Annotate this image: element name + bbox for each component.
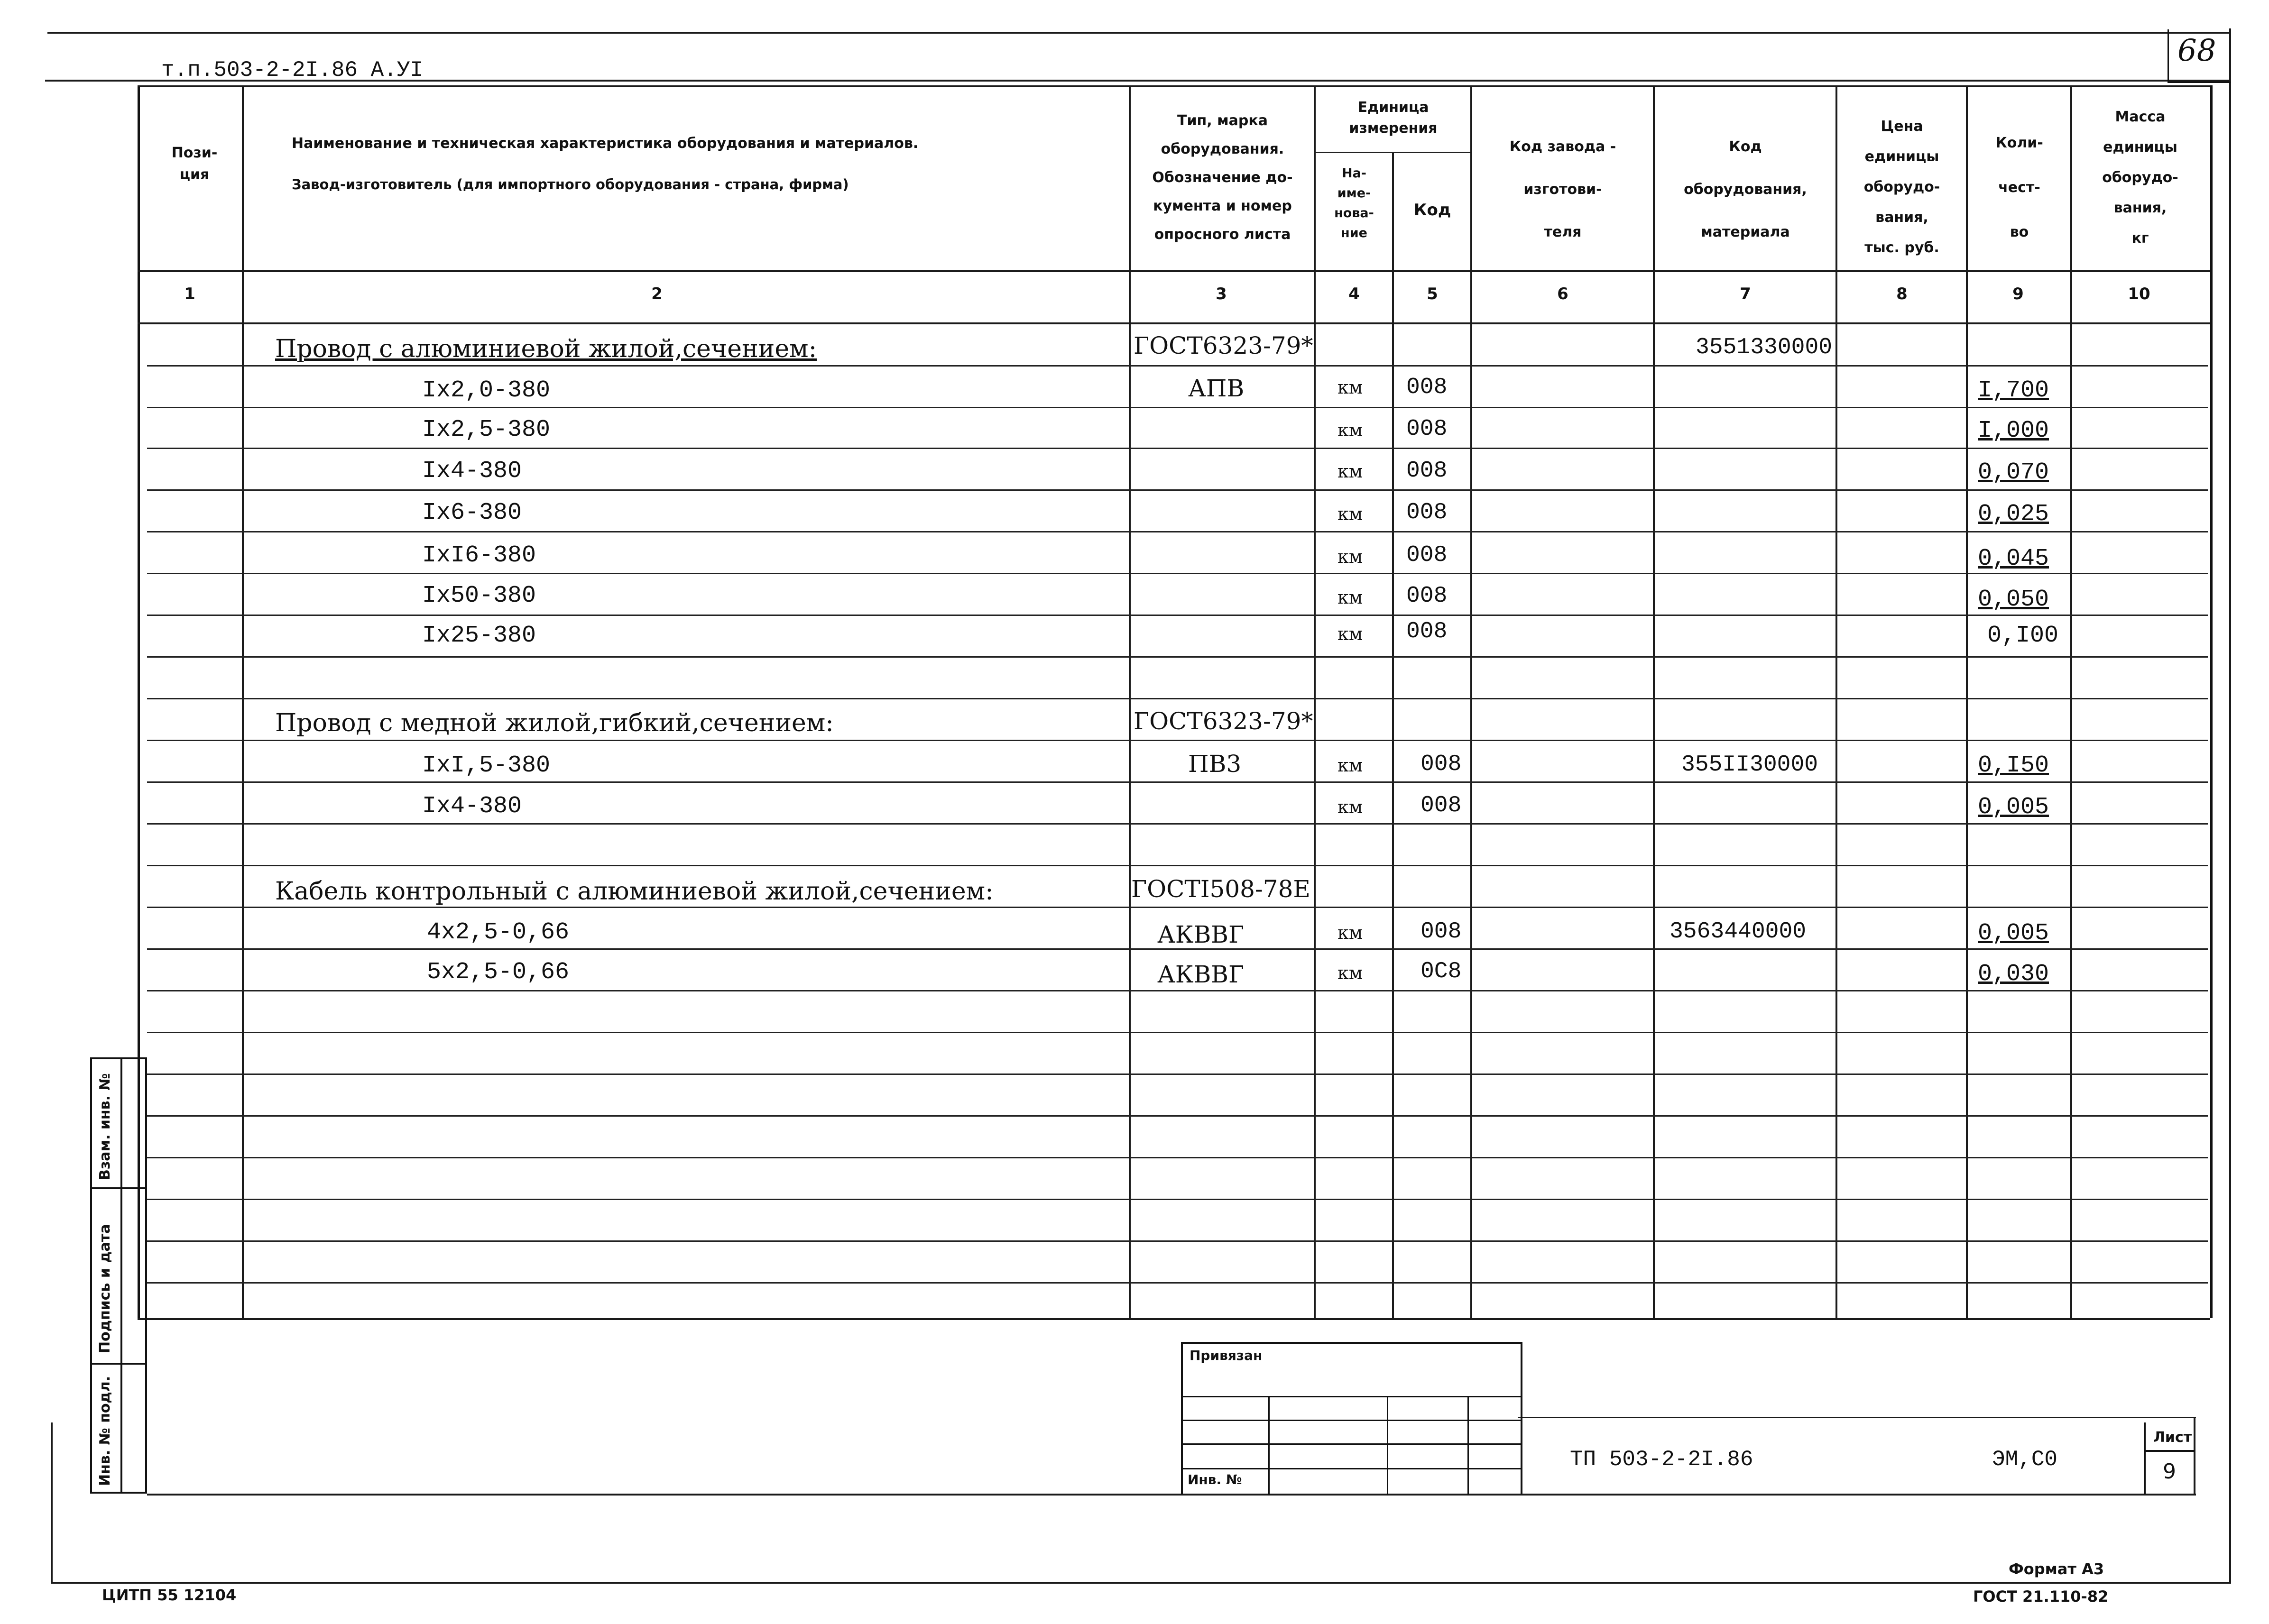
side-stamp-divider bbox=[92, 1187, 145, 1189]
row-line bbox=[147, 1115, 2208, 1117]
row-qty: 0,005 bbox=[1978, 794, 2049, 821]
privyazan-col bbox=[1467, 1396, 1469, 1496]
row-code: 008 bbox=[1406, 458, 1448, 484]
side-stamp bbox=[90, 1057, 147, 1494]
row-name: Провод с медной жилой,гибкий,сечением: bbox=[275, 709, 834, 737]
unit-group-divider bbox=[1314, 152, 1470, 153]
header-mass-line-2: единицы bbox=[2103, 139, 2177, 156]
row-qty: I,000 bbox=[1978, 417, 2049, 444]
row-qty: 0,070 bbox=[1978, 459, 2049, 486]
col-sep-6 bbox=[1653, 85, 1655, 1318]
row-material-code: 3563440000 bbox=[1669, 919, 1807, 945]
privyazan-divider bbox=[1183, 1420, 1521, 1421]
column-number-4: 4 bbox=[1348, 284, 1360, 303]
row-qty: 0,I00 bbox=[1987, 622, 2059, 649]
side-stamp-podpis: Подпись и дата bbox=[97, 1224, 113, 1353]
header-unit-line-1: Единица bbox=[1357, 99, 1429, 116]
header-name bbox=[244, 133, 1126, 195]
frame-right bbox=[2229, 28, 2231, 1584]
row-type: АКВВГ bbox=[1157, 921, 1245, 948]
privyazan-col bbox=[1268, 1396, 1270, 1496]
frame-left-edge bbox=[51, 1422, 53, 1584]
footer-code: ЦИТП 55 12104 bbox=[102, 1586, 237, 1604]
row-qty: 0,050 bbox=[1978, 586, 2049, 613]
side-stamp-inv: Инв. № подл. bbox=[97, 1376, 113, 1486]
header-material-code-line-3: материала bbox=[1701, 224, 1790, 240]
title-block-bottom bbox=[147, 1494, 2196, 1496]
row-name: IхI,5-380 bbox=[422, 752, 551, 779]
doc-mark: ЭМ,С0 bbox=[1992, 1447, 2058, 1472]
col-sep-4 bbox=[1392, 152, 1394, 1318]
doc-code: ТП 503-2-2I.86 bbox=[1570, 1447, 1753, 1472]
row-code: 008 bbox=[1406, 500, 1448, 525]
header-unit-name-line-2: име- bbox=[1337, 186, 1371, 201]
header-name-line-2: Завод-изготовитель (для импортного оборудования - страна, фирма) bbox=[292, 176, 849, 193]
col-sep-7 bbox=[1835, 85, 1837, 1318]
column-number-2: 2 bbox=[651, 284, 663, 303]
row-name: 5х2,5-0,66 bbox=[427, 959, 570, 986]
row-line bbox=[147, 407, 2208, 408]
row-type: АПВ bbox=[1188, 375, 1245, 402]
row-unit: км bbox=[1337, 797, 1363, 817]
row-qty: 0,025 bbox=[1978, 501, 2049, 528]
header-type bbox=[1131, 107, 1314, 249]
row-name: Iх25-380 bbox=[422, 622, 536, 649]
header-position-line-2: ция bbox=[179, 166, 210, 183]
row-line bbox=[147, 823, 2208, 825]
header-unit-group bbox=[1316, 97, 1470, 139]
column-number-10: 10 bbox=[2128, 284, 2150, 303]
row-code: 008 bbox=[1420, 793, 1462, 818]
row-unit: км bbox=[1337, 624, 1363, 644]
row-line bbox=[147, 531, 2208, 532]
col-sep-3 bbox=[1314, 85, 1316, 1318]
row-type: ГОСТI508-78Е bbox=[1131, 875, 1310, 903]
privyazan-block bbox=[1181, 1342, 1522, 1494]
header-material-code-line-2: оборудования, bbox=[1684, 181, 1807, 198]
row-name: Iх2,0-380 bbox=[422, 377, 551, 404]
row-line bbox=[147, 1240, 2208, 1242]
privyazan-col bbox=[1387, 1396, 1388, 1496]
row-name: Провод с алюминиевой жилой,сечением: bbox=[275, 335, 817, 363]
header-mass bbox=[2073, 102, 2208, 254]
header-mass-line-3: оборудо- bbox=[2102, 169, 2178, 186]
col-sep-5 bbox=[1470, 85, 1472, 1318]
frame-bottom bbox=[52, 1582, 2230, 1584]
row-qty: 0,I50 bbox=[1978, 752, 2049, 779]
row-qty: I,700 bbox=[1978, 377, 2049, 404]
footer-gost: ГОСТ 21.110-82 bbox=[1973, 1587, 2109, 1606]
row-type: АКВВГ bbox=[1157, 961, 1245, 988]
row-code: 008 bbox=[1406, 619, 1448, 644]
row-unit: км bbox=[1337, 546, 1363, 567]
row-line bbox=[147, 1073, 2208, 1075]
header-maker-code bbox=[1473, 126, 1653, 254]
column-number-8: 8 bbox=[1896, 284, 1908, 303]
privyazan-divider bbox=[1183, 1443, 1521, 1445]
table-top-border bbox=[138, 85, 2210, 87]
column-number-1: 1 bbox=[184, 284, 195, 303]
header-type-line-4: кумента и номер bbox=[1153, 198, 1292, 214]
row-code: 008 bbox=[1406, 542, 1448, 568]
title-block-top bbox=[1518, 1417, 2196, 1418]
header-type-line-5: опросного листа bbox=[1154, 226, 1291, 243]
row-code: 008 bbox=[1420, 919, 1462, 945]
row-name: Кабель контрольный с алюминиевой жилой,сечением: bbox=[275, 877, 994, 906]
row-unit: км bbox=[1337, 587, 1363, 608]
row-unit: км bbox=[1337, 922, 1363, 943]
row-line bbox=[147, 448, 2208, 449]
header-material-code bbox=[1655, 126, 1835, 254]
header-unit-name bbox=[1316, 164, 1392, 243]
row-unit: км bbox=[1337, 755, 1363, 776]
row-code: 008 bbox=[1406, 375, 1448, 400]
header-unit-code: Код bbox=[1413, 201, 1451, 220]
row-line bbox=[147, 948, 2208, 950]
header-unit-name-line-3: нова- bbox=[1334, 206, 1374, 220]
sheet-box-divider bbox=[2146, 1450, 2195, 1452]
row-line bbox=[147, 740, 2208, 741]
row-line bbox=[147, 781, 2208, 783]
row-type: ПВ3 bbox=[1188, 750, 1242, 778]
sheet-box bbox=[2144, 1422, 2195, 1494]
header-unit-name-line-1: На- bbox=[1341, 166, 1367, 181]
row-type: ГОСТ6323-79* bbox=[1134, 707, 1313, 735]
header-mass-line-5: кг bbox=[2131, 230, 2149, 247]
side-stamp-inner bbox=[120, 1059, 122, 1492]
row-material-code: 355II30000 bbox=[1681, 752, 1818, 778]
column-number-6: 6 bbox=[1557, 284, 1568, 303]
row-line bbox=[147, 573, 2208, 574]
row-qty: 0,045 bbox=[1978, 545, 2049, 572]
row-line bbox=[147, 1199, 2208, 1200]
header-type-line-2: оборудования. bbox=[1161, 141, 1284, 157]
header-price-line-5: тыс. руб. bbox=[1864, 239, 1939, 256]
header-quantity bbox=[1968, 121, 2070, 255]
row-name: Iх4-380 bbox=[422, 793, 522, 820]
row-line bbox=[147, 990, 2208, 991]
row-code: 008 bbox=[1406, 416, 1448, 442]
row-code: 008 bbox=[1406, 583, 1448, 609]
col-sep-9 bbox=[2070, 85, 2072, 1318]
col-sep-1 bbox=[242, 85, 244, 1318]
side-stamp-vzam: Взам. инв. № bbox=[97, 1073, 113, 1180]
column-number-7: 7 bbox=[1740, 284, 1751, 303]
header-type-line-3: Обозначение до- bbox=[1152, 169, 1293, 186]
row-unit: км bbox=[1337, 504, 1363, 524]
header-price-line-3: оборудо- bbox=[1863, 179, 1940, 195]
privyazan-label: Привязан bbox=[1190, 1348, 1263, 1363]
handwritten-page-box bbox=[2168, 29, 2231, 83]
header-type-line-1: Тип, марка bbox=[1177, 112, 1268, 129]
row-name: Iх2,5-380 bbox=[422, 416, 551, 443]
row-qty: 0,030 bbox=[1978, 961, 2049, 988]
sheet-label: Лист bbox=[2153, 1429, 2192, 1446]
sheet-number: 9 bbox=[2163, 1459, 2176, 1484]
header-name-line-1: Наименование и техническая характеристика оборудования и материалов. bbox=[292, 135, 919, 152]
frame-top-outer bbox=[47, 32, 2229, 34]
header-unit-line-2: измерения bbox=[1349, 120, 1438, 137]
row-line bbox=[147, 1157, 2208, 1158]
row-material-code: 3551330000 bbox=[1696, 335, 1833, 360]
row-line bbox=[147, 615, 2208, 616]
header-maker-code-line-1: Код завода - bbox=[1509, 138, 1616, 155]
header-quantity-line-2: чест- bbox=[1998, 179, 2040, 196]
row-line bbox=[147, 1032, 2208, 1033]
header-mass-line-4: вания, bbox=[2113, 200, 2167, 216]
header-price-line-2: единицы bbox=[1864, 148, 1939, 165]
privyazan-divider bbox=[1183, 1396, 1521, 1397]
header-price bbox=[1838, 111, 1966, 263]
row-qty: 0,005 bbox=[1978, 920, 2049, 947]
row-line bbox=[147, 489, 2208, 491]
row-line bbox=[147, 365, 2208, 367]
header-quantity-line-1: Коли- bbox=[1995, 135, 2043, 151]
row-unit: км bbox=[1337, 420, 1363, 440]
header-price-line-4: вания, bbox=[1875, 209, 1928, 226]
row-name: Iх50-380 bbox=[422, 582, 536, 609]
table-bottom-border bbox=[138, 1318, 2210, 1320]
privyazan-divider bbox=[1183, 1468, 1521, 1469]
footer-format: Формат А3 bbox=[2009, 1560, 2104, 1578]
doc-reference-top: т.п.503-2-2I.86 А.УI bbox=[161, 58, 424, 83]
row-name: IхI6-380 bbox=[422, 542, 536, 569]
row-line bbox=[147, 656, 2208, 658]
header-position bbox=[147, 142, 242, 186]
header-unit-name-line-4: ние bbox=[1341, 226, 1367, 240]
header-position-line-1: Пози- bbox=[171, 145, 218, 161]
column-number-3: 3 bbox=[1216, 284, 1227, 303]
row-code: 0С8 bbox=[1420, 959, 1462, 984]
row-name: Iх4-380 bbox=[422, 458, 522, 485]
header-bottom-border bbox=[138, 270, 2210, 272]
row-code: 008 bbox=[1420, 752, 1462, 777]
row-unit: км bbox=[1337, 963, 1363, 983]
header-maker-code-line-2: изготови- bbox=[1523, 181, 1602, 198]
row-line bbox=[147, 698, 2208, 699]
header-maker-code-line-3: теля bbox=[1544, 224, 1582, 240]
side-stamp-divider bbox=[92, 1363, 145, 1365]
privyazan-inv-label: Инв. № bbox=[1188, 1472, 1242, 1487]
row-type: ГОСТ6323-79* bbox=[1134, 332, 1313, 359]
header-quantity-line-3: во bbox=[2010, 224, 2029, 240]
header-price-line-1: Цена bbox=[1881, 118, 1923, 135]
header-mass-line-1: Масса bbox=[2115, 109, 2166, 125]
row-line bbox=[147, 1282, 2208, 1284]
handwritten-page-number: 68 bbox=[2177, 33, 2216, 68]
row-unit: км bbox=[1337, 377, 1363, 398]
column-number-5: 5 bbox=[1427, 284, 1438, 303]
header-material-code-line-1: Код bbox=[1729, 138, 1762, 155]
col-sep-8 bbox=[1966, 85, 1968, 1318]
row-line bbox=[147, 907, 2208, 908]
row-name: 4х2,5-0,66 bbox=[427, 919, 570, 946]
row-unit: км bbox=[1337, 461, 1363, 482]
row-name: Iх6-380 bbox=[422, 499, 522, 526]
col-sep-2 bbox=[1129, 85, 1131, 1318]
row-line bbox=[147, 865, 2208, 866]
column-number-9: 9 bbox=[2012, 284, 2024, 303]
colnum-bottom-border bbox=[138, 322, 2210, 324]
